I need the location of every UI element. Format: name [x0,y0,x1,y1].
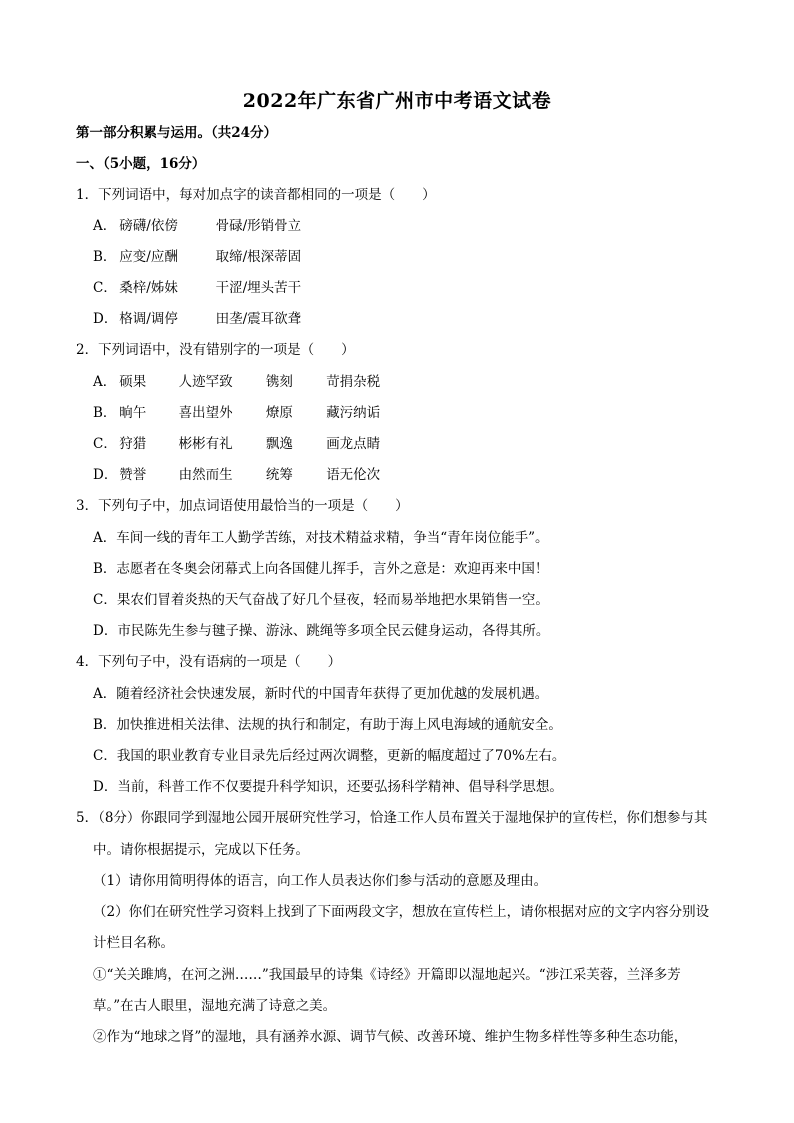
q3-option-d: D．市民陈先生参与毽子操、游泳、跳绳等多项全民云健身运动，各得其所。 [93,623,550,639]
option-word: 骨碌/形销骨立 [215,218,302,234]
question-4-stem: 4．下列句子中，没有语病的一项是（ ） [76,654,342,670]
option-word: 赞誉 [119,467,147,483]
question-5-stem: 5．（8分）你跟同学到湿地公园开展研究性学习，恰逢工作人员布置关于湿地保护的宣传栏，你们想参与其 [76,810,708,826]
q5-passage-1: ①“关关雎鸠，在河之洲……”我国最早的诗集《诗经》开篇即以湿地起兴。“涉江采芙蓉，兰泽多芳 [93,967,681,983]
exam-title: 2022年广东省广州市中考语文试卷 [242,90,552,112]
q4-option-d: D．当前，科普工作不仅要提升科学知识，还要弘扬科学精神、倡导科学思想。 [93,779,563,795]
option-label: C． [93,436,117,452]
option-word: 人迹罕致 [178,374,233,390]
option-word: 画龙点睛 [326,436,381,452]
option-word: 语无伦次 [326,467,381,483]
option-word: 晌午 [119,405,147,421]
option-word: 狩猎 [119,436,147,452]
option-label: B． [93,249,117,265]
q5-subtask-2: （2）你们在研究性学习资料上找到了下面两段文字，想放在宣传栏上，请你根据对应的文字内容分别设 [93,904,710,920]
q4-option-b: B．加快推进相关法律、法规的执行和制定，有助于海上风电海域的通航安全。 [93,717,562,733]
section-heading: 一、（5小题，16分） [76,156,206,172]
q5-subtask-1: （1）请你用简明得体的语言，向工作人员表达你们参与活动的意愿及理由。 [93,873,548,889]
option-word: 燎原 [265,405,293,421]
question-2-stem: 2．下列词语中，没有错别字的一项是（ ） [76,342,355,358]
option-label: A． [93,374,117,390]
option-word: 藏污纳诟 [326,405,381,421]
q2-option-b [93,404,380,422]
option-word: 统筹 [265,467,293,483]
q4-option-a: A．随着经济社会快速发展，新时代的中国青年获得了更加优越的发展机遇。 [93,686,549,702]
q3-option-a: A．车间一线的青年工人勤学苦练，对技术精益求精，争当“青年岗位能手”。 [93,530,549,546]
option-label: C． [93,280,117,296]
q3-option-b: B．志愿者在冬奥会闭幕式上向各国健儿挥手，言外之意是：欢迎再来中国！ [93,561,549,577]
option-word: 应变/应酬 [119,249,178,265]
option-word: 苛捐杂税 [326,374,381,390]
option-word: 由然而生 [178,467,233,483]
option-word: 取缔/根深蒂固 [215,249,302,265]
option-word: 桑梓/姊妹 [119,280,178,296]
option-word: 格调/调停 [119,311,178,327]
option-label: A． [93,218,117,234]
q2-option-a [93,373,380,391]
q5-passage-2: ②作为“地球之肾”的湿地，具有涵养水源、调节气候、改善环境、维护生物多样性等多种生态功能， [93,1029,688,1045]
option-word: 干涩/埋头苦干 [215,280,302,296]
option-word: 硕果 [119,374,147,390]
q1-option-c [93,279,301,297]
question-3-stem: 3．下列句子中，加点词语使用最恰当的一项是（ ） [76,498,409,514]
option-word: 喜出望外 [178,405,233,421]
option-word: 彬彬有礼 [178,436,233,452]
q5-subtask-2-continued: 计栏目名称。 [93,935,174,951]
q2-option-d [93,466,380,484]
option-word: 磅礴/依傍 [119,218,178,234]
q4-option-c: C．我国的职业教育专业目录先后经过两次调整，更新的幅度超过了70%左右。 [93,748,566,764]
option-word: 飘逸 [265,436,293,452]
q2-option-c [93,435,380,453]
q3-option-c: C．果农们冒着炎热的天气奋战了好几个昼夜，轻而易举地把水果销售一空。 [93,592,549,608]
option-label: B． [93,405,117,421]
q5-passage-1-continued: 草。”在古人眼里，湿地充满了诗意之美。 [93,998,337,1014]
q1-option-d [93,310,301,328]
part-heading: 第一部分积累与运用。（共24分） [76,125,278,141]
q1-option-a [93,217,301,235]
option-word: 镌刻 [265,374,293,390]
question-1-stem: 1．下列词语中，每对加点字的读音都相同的一项是（ ） [76,187,436,203]
question-5-stem-continued: 中。请你根据提示，完成以下任务。 [93,842,309,858]
option-label: D． [93,311,118,327]
q1-option-b [93,248,301,266]
option-word: 田垄/震耳欲聋 [215,311,302,327]
option-label: D． [93,467,118,483]
